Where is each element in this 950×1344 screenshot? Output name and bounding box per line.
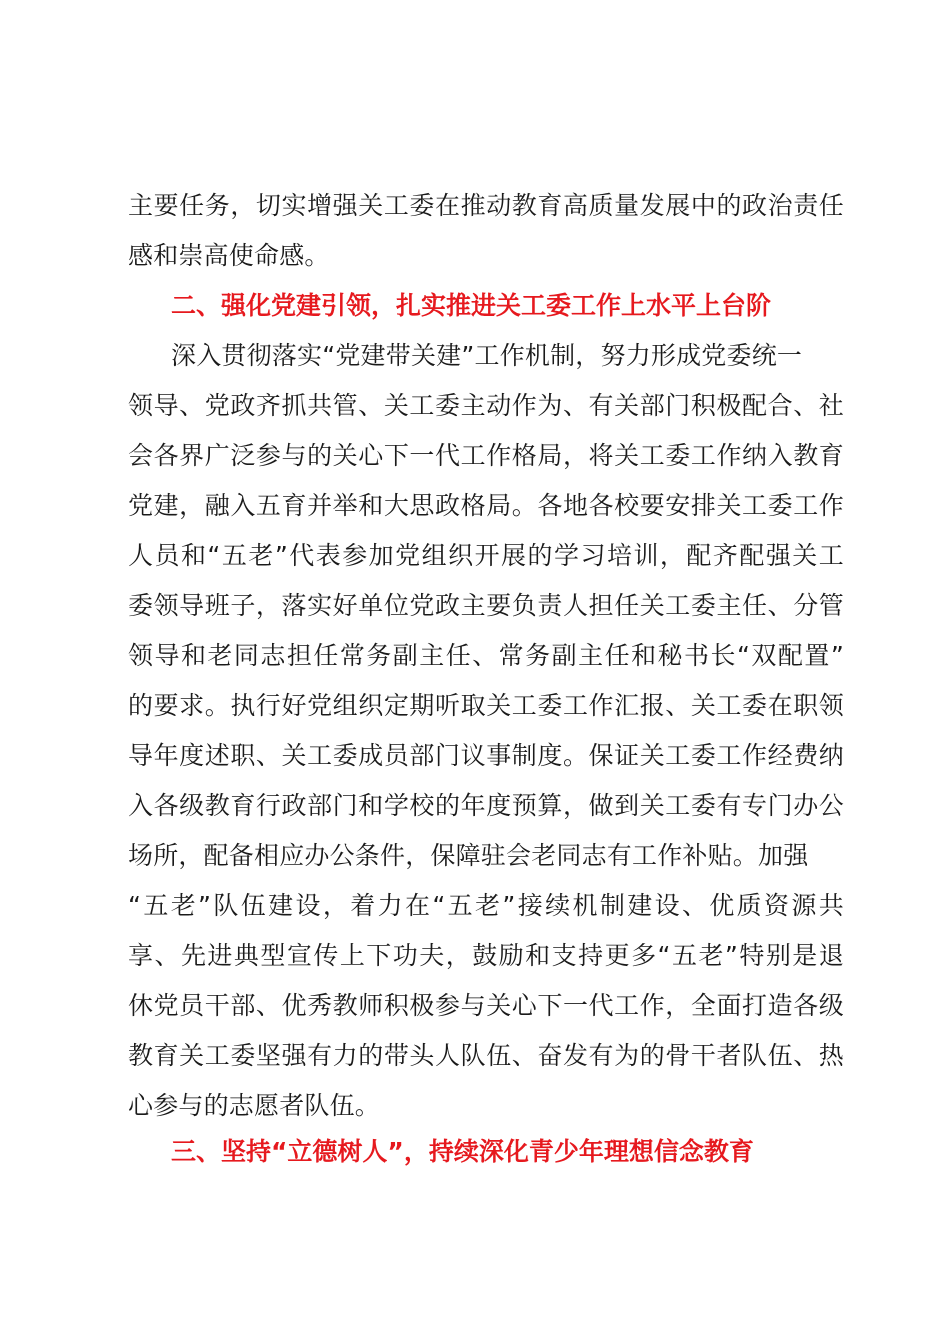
paragraph-party-building: [128, 331, 844, 1131]
paragraph-line: 休党员干部、优秀教师积极参与关心下一代工作，全面打造各级: [128, 991, 844, 1020]
paragraph-line: 主要任务，切实增强关工委在推动教育高质量发展中的政治责任: [128, 191, 844, 220]
paragraph-line: 心参与的志愿者队伍。: [128, 1091, 381, 1120]
paragraph-line: 会各界广泛参与的关心下一代工作格局，将关工委工作纳入教育: [128, 441, 844, 470]
paragraph-line: 入各级教育行政部门和学校的年度预算，做到关工委有专门办公: [128, 791, 844, 820]
paragraph-line: 党建，融入五育并举和大思政格局。各地各校要安排关工委工作: [128, 491, 844, 520]
paragraph-line: “五老”队伍建设，着力在“五老”接续机制建设、优质资源共: [128, 891, 844, 920]
paragraph-continued: [128, 181, 844, 281]
paragraph-line: 感和崇高使命感。: [128, 241, 330, 270]
section-heading-2: 二、强化党建引领，扎实推进关工委工作上水平上台阶: [171, 291, 772, 320]
paragraph-line: 场所，配备相应办公条件，保障驻会老同志有工作补贴。加强: [128, 841, 809, 870]
paragraph-line: 享、先进典型宣传上下功夫，鼓励和支持更多“五老”特别是退: [128, 941, 844, 970]
paragraph-line: 委领导班子，落实好单位党政主要负责人担任关工委主任、分管: [128, 591, 844, 620]
paragraph-line: 的要求。执行好党组织定期听取关工委工作汇报、关工委在职领: [128, 691, 844, 720]
paragraph-line: 教育关工委坚强有力的带头人队伍、奋发有为的骨干者队伍、热: [128, 1041, 844, 1070]
paragraph-line: 深入贯彻落实“党建带关建”工作机制，努力形成党委统一: [171, 341, 803, 370]
paragraph-line: 领导、党政齐抓共管、关工委主动作为、有关部门积极配合、社: [128, 391, 844, 420]
section-heading-3: 三、坚持“立德树人”，持续深化青少年理想信念教育: [171, 1137, 754, 1166]
paragraph-line: 导年度述职、关工委成员部门议事制度。保证关工委工作经费纳: [128, 741, 844, 770]
paragraph-line: 领导和老同志担任常务副主任、常务副主任和秘书长“双配置”: [128, 641, 844, 670]
paragraph-line: 人员和“五老”代表参加党组织开展的学习培训，配齐配强关工: [128, 541, 844, 570]
